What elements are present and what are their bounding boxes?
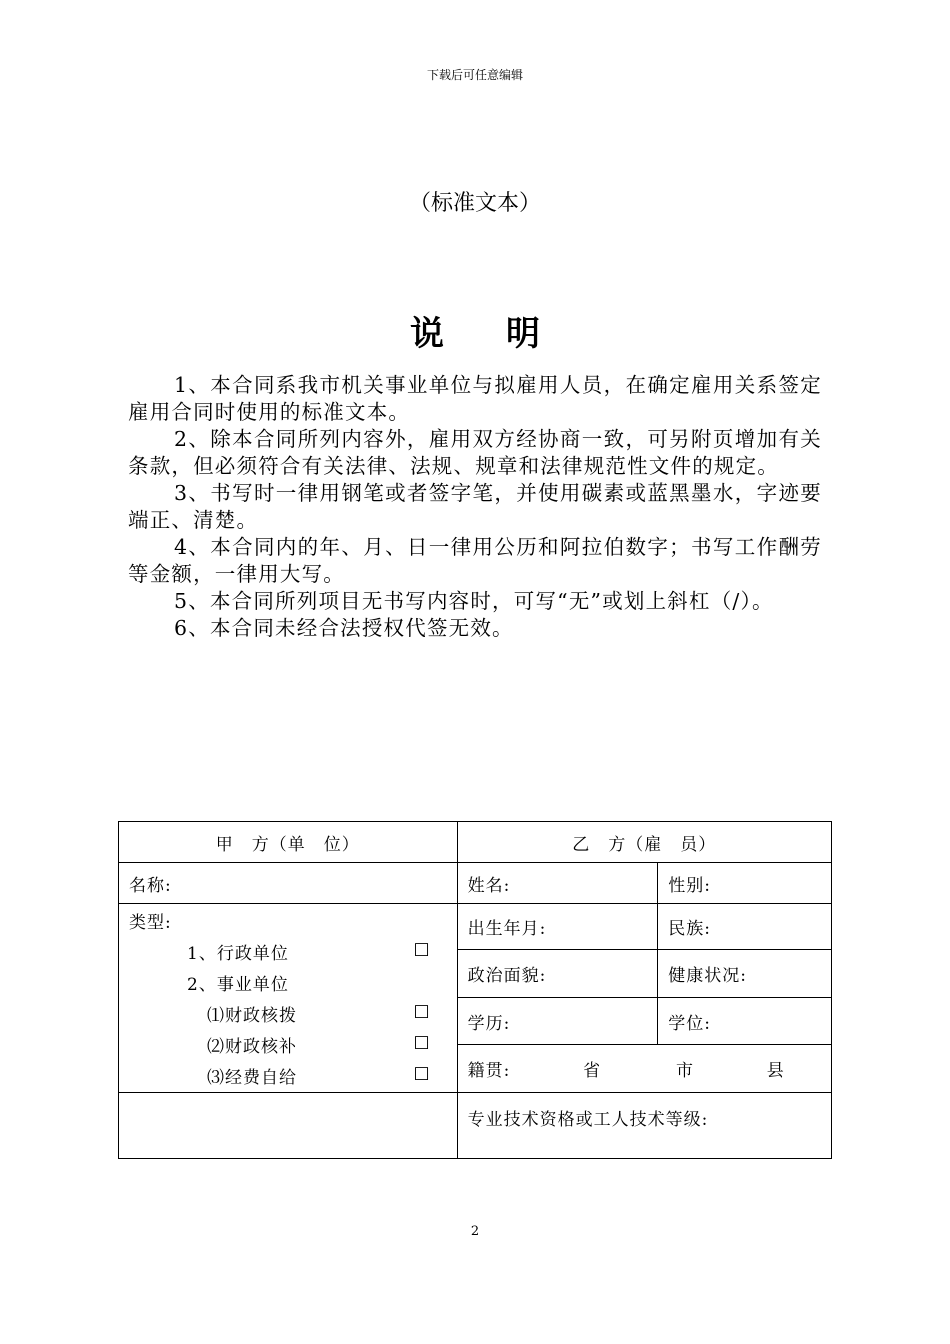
instructions-body xyxy=(128,372,822,642)
education-field[interactable] xyxy=(457,997,658,1045)
health-field[interactable] xyxy=(658,950,832,998)
document-title: 说明 xyxy=(410,314,602,354)
party-info-table xyxy=(118,821,832,1159)
employee-name-field[interactable] xyxy=(457,863,658,904)
unit-type-cell xyxy=(119,904,458,1093)
unit-name-label: 名称: xyxy=(129,875,172,896)
instruction-paragraph-4: 4、本合同内的年、月、日一律用公历和阿拉伯数字；书写工作酬劳等金额，一律用大写。 xyxy=(128,535,822,586)
qualification-field[interactable] xyxy=(457,1093,831,1159)
degree-label: 学位: xyxy=(668,1013,711,1034)
employee-name-label: 姓名: xyxy=(467,875,511,896)
type-option-self-funded xyxy=(129,1063,447,1088)
type-option-label: ⑴财政核拨 xyxy=(207,1006,297,1026)
checkbox-admin[interactable]: □ xyxy=(413,939,431,959)
city-label: 市 xyxy=(675,1061,694,1082)
province-label: 省 xyxy=(583,1061,602,1082)
qualification-label: 专业技术资格或工人技术等级: xyxy=(467,1110,709,1130)
politics-label: 政治面貌: xyxy=(467,966,547,987)
unit-name-field[interactable] xyxy=(119,863,458,904)
county-label: 县 xyxy=(766,1061,785,1082)
type-option-label: ⑶经费自给 xyxy=(207,1068,297,1088)
checkbox-funded[interactable]: □ xyxy=(413,1001,431,1021)
type-option-funded xyxy=(129,1001,447,1026)
health-label: 健康状况: xyxy=(668,966,747,987)
checkbox-subsidized[interactable]: □ xyxy=(413,1032,431,1052)
birth-date-label: 出生年月: xyxy=(467,919,547,940)
ethnicity-field[interactable] xyxy=(658,904,832,950)
party-b-header: 乙 方（雇 员） xyxy=(457,822,831,863)
type-option-institution xyxy=(129,970,447,995)
type-option-label: 1、行政单位 xyxy=(187,944,289,964)
gender-label: 性别: xyxy=(668,875,711,896)
type-option-admin xyxy=(129,939,447,964)
instruction-paragraph-3: 3、书写时一律用钢笔或者签字笔，并使用碳素或蓝黑墨水，字迹要端正、清楚。 xyxy=(128,481,822,532)
birth-date-field[interactable] xyxy=(457,904,658,950)
document-subtitle: （标准文本） xyxy=(408,191,541,216)
checkbox-self-funded[interactable]: □ xyxy=(413,1063,431,1083)
native-place-label: 籍贯: xyxy=(467,1061,511,1082)
instruction-paragraph-2: 2、除本合同所列内容外，雇用双方经协商一致，可另附页增加有关条款，但必须符合有关法律、法规、规章和法律规范性文件的规定。 xyxy=(128,427,822,478)
education-label: 学历: xyxy=(467,1013,511,1034)
degree-field[interactable] xyxy=(658,997,832,1045)
party-a-header: 甲 方（单 位） xyxy=(119,822,458,863)
unit-type-label: 类型: xyxy=(129,913,172,933)
instruction-paragraph-1: 1、本合同系我市机关事业单位与拟雇用人员，在确定雇用关系签定雇用合同时使用的标准文本。 xyxy=(128,373,822,424)
politics-field[interactable] xyxy=(457,950,658,998)
type-option-subsidized xyxy=(129,1032,447,1057)
unit-type-cell-continued xyxy=(119,1093,458,1159)
checkbox-placeholder xyxy=(431,970,447,995)
type-option-label: ⑵财政核补 xyxy=(207,1037,297,1057)
page-header: 下载后可任意编辑 xyxy=(426,68,523,82)
page-number: 2 xyxy=(470,1224,480,1239)
native-place-field[interactable] xyxy=(457,1045,831,1093)
gender-field[interactable] xyxy=(658,863,832,904)
instruction-paragraph-6: 6、本合同未经合法授权代签无效。 xyxy=(174,616,514,640)
type-option-label: 2、事业单位 xyxy=(187,975,289,995)
instruction-paragraph-5: 5、本合同所列项目无书写内容时，可写“无”或划上斜杠（/）。 xyxy=(174,589,774,613)
ethnicity-label: 民族: xyxy=(668,919,711,940)
